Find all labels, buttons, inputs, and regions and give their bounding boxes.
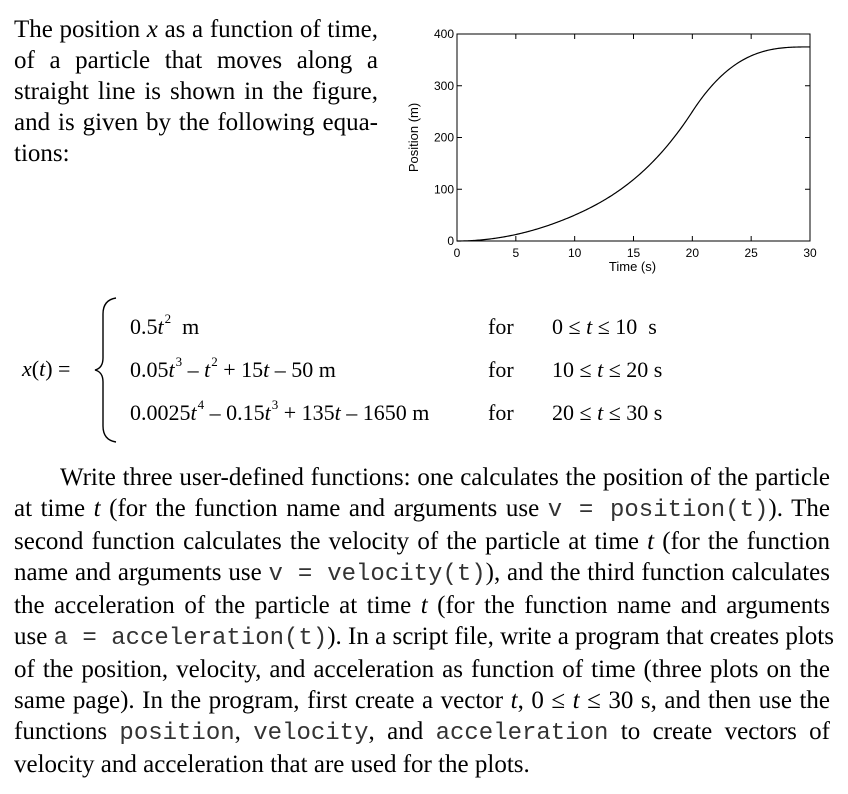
para-line-1: Write three user-defined functions: one calculates the position of the particle bbox=[60, 464, 830, 491]
x-tick-label: 10 bbox=[567, 246, 582, 260]
x-tick-label: 30 bbox=[803, 246, 817, 260]
para-line-7: of the position, velocity, and acceleration as function of time (three plots on the bbox=[14, 656, 830, 683]
equation-row-2-for: for bbox=[488, 357, 514, 382]
intro-line-1: The position x as a function of time, bbox=[14, 16, 378, 43]
y-tick-label: 400 bbox=[433, 27, 454, 41]
para-line-9: functions position, velocity, and acceleration to create vectors of bbox=[14, 718, 831, 747]
equation-row-1: $0.5t^2$ m bbox=[130, 311, 200, 339]
equation-row-2: $0.05t^3 - t^2 + 15t - 50$ m bbox=[130, 354, 336, 382]
x-tick-label: 0 bbox=[453, 246, 461, 260]
para-line-10: velocity and acceleration that are used for the plots. bbox=[14, 751, 530, 778]
y-axis-label: Position (m) bbox=[406, 102, 421, 173]
var-x: x bbox=[146, 16, 158, 43]
equation-row-3-range: 20 ≤ t ≤ 30 s bbox=[552, 400, 663, 425]
equation-row-3: $0.0025t^4 - 0.15t^3 + 135t - 1650$ m bbox=[130, 397, 430, 425]
code-velocity: v = velocity(t) bbox=[268, 561, 486, 588]
x-tick-label: 20 bbox=[685, 246, 700, 260]
equation-row-3-for: for bbox=[488, 400, 514, 425]
para-line-8: same page). In the program, first create a vector t, 0 ≤ t ≤ 30 s, and then use the bbox=[14, 687, 830, 714]
left-brace bbox=[92, 296, 120, 444]
intro-line-5: tions: bbox=[14, 140, 70, 167]
intro-line-2: of a particle that moves along a bbox=[14, 47, 378, 74]
x-axis-label: Time (s) bbox=[608, 259, 657, 274]
y-tick-label: 100 bbox=[433, 182, 454, 197]
x-tick-label: 5 bbox=[512, 246, 520, 260]
x-tick-label: 15 bbox=[626, 246, 641, 260]
intro-line-3: straight line is shown in the figure, bbox=[14, 78, 378, 105]
y-tick-label: 200 bbox=[433, 130, 454, 145]
para-line-6: use a = acceleration(t)). In a script file, write a program that creates plots bbox=[14, 623, 834, 652]
y-tick-label: 300 bbox=[433, 78, 454, 93]
problem-paragraph bbox=[14, 462, 834, 780]
y-tick-label: 0 bbox=[447, 234, 454, 248]
code-position: v = position(t) bbox=[547, 497, 769, 524]
position-time-chart bbox=[398, 12, 828, 282]
para-line-5: the acceleration of the particle at time t (for the function name and arguments bbox=[14, 592, 830, 619]
para-line-2: at time t (for the function name and arguments use v = position(t)). The bbox=[14, 495, 830, 524]
para-line-3: second function calculates the velocity of the particle at time t (for the function bbox=[14, 528, 830, 555]
position-series-line bbox=[457, 47, 810, 241]
equation-lhs: x(t) = bbox=[22, 356, 71, 381]
code-acceleration: a = acceleration(t) bbox=[53, 625, 328, 652]
x-tick-label: 25 bbox=[744, 246, 758, 260]
plot-frame bbox=[457, 34, 810, 241]
equation-row-2-range: 10 ≤ t ≤ 20 s bbox=[552, 357, 663, 382]
intro-line-4: and is given by the following equa- bbox=[14, 109, 378, 136]
equation-row-1-for: for bbox=[488, 314, 514, 339]
equation-row-1-range: 0 ≤ t ≤ 10 s bbox=[552, 314, 657, 339]
para-line-4: name and arguments use v = velocity(t)), and the third function calculates bbox=[14, 559, 830, 588]
intro-paragraph bbox=[14, 14, 378, 169]
